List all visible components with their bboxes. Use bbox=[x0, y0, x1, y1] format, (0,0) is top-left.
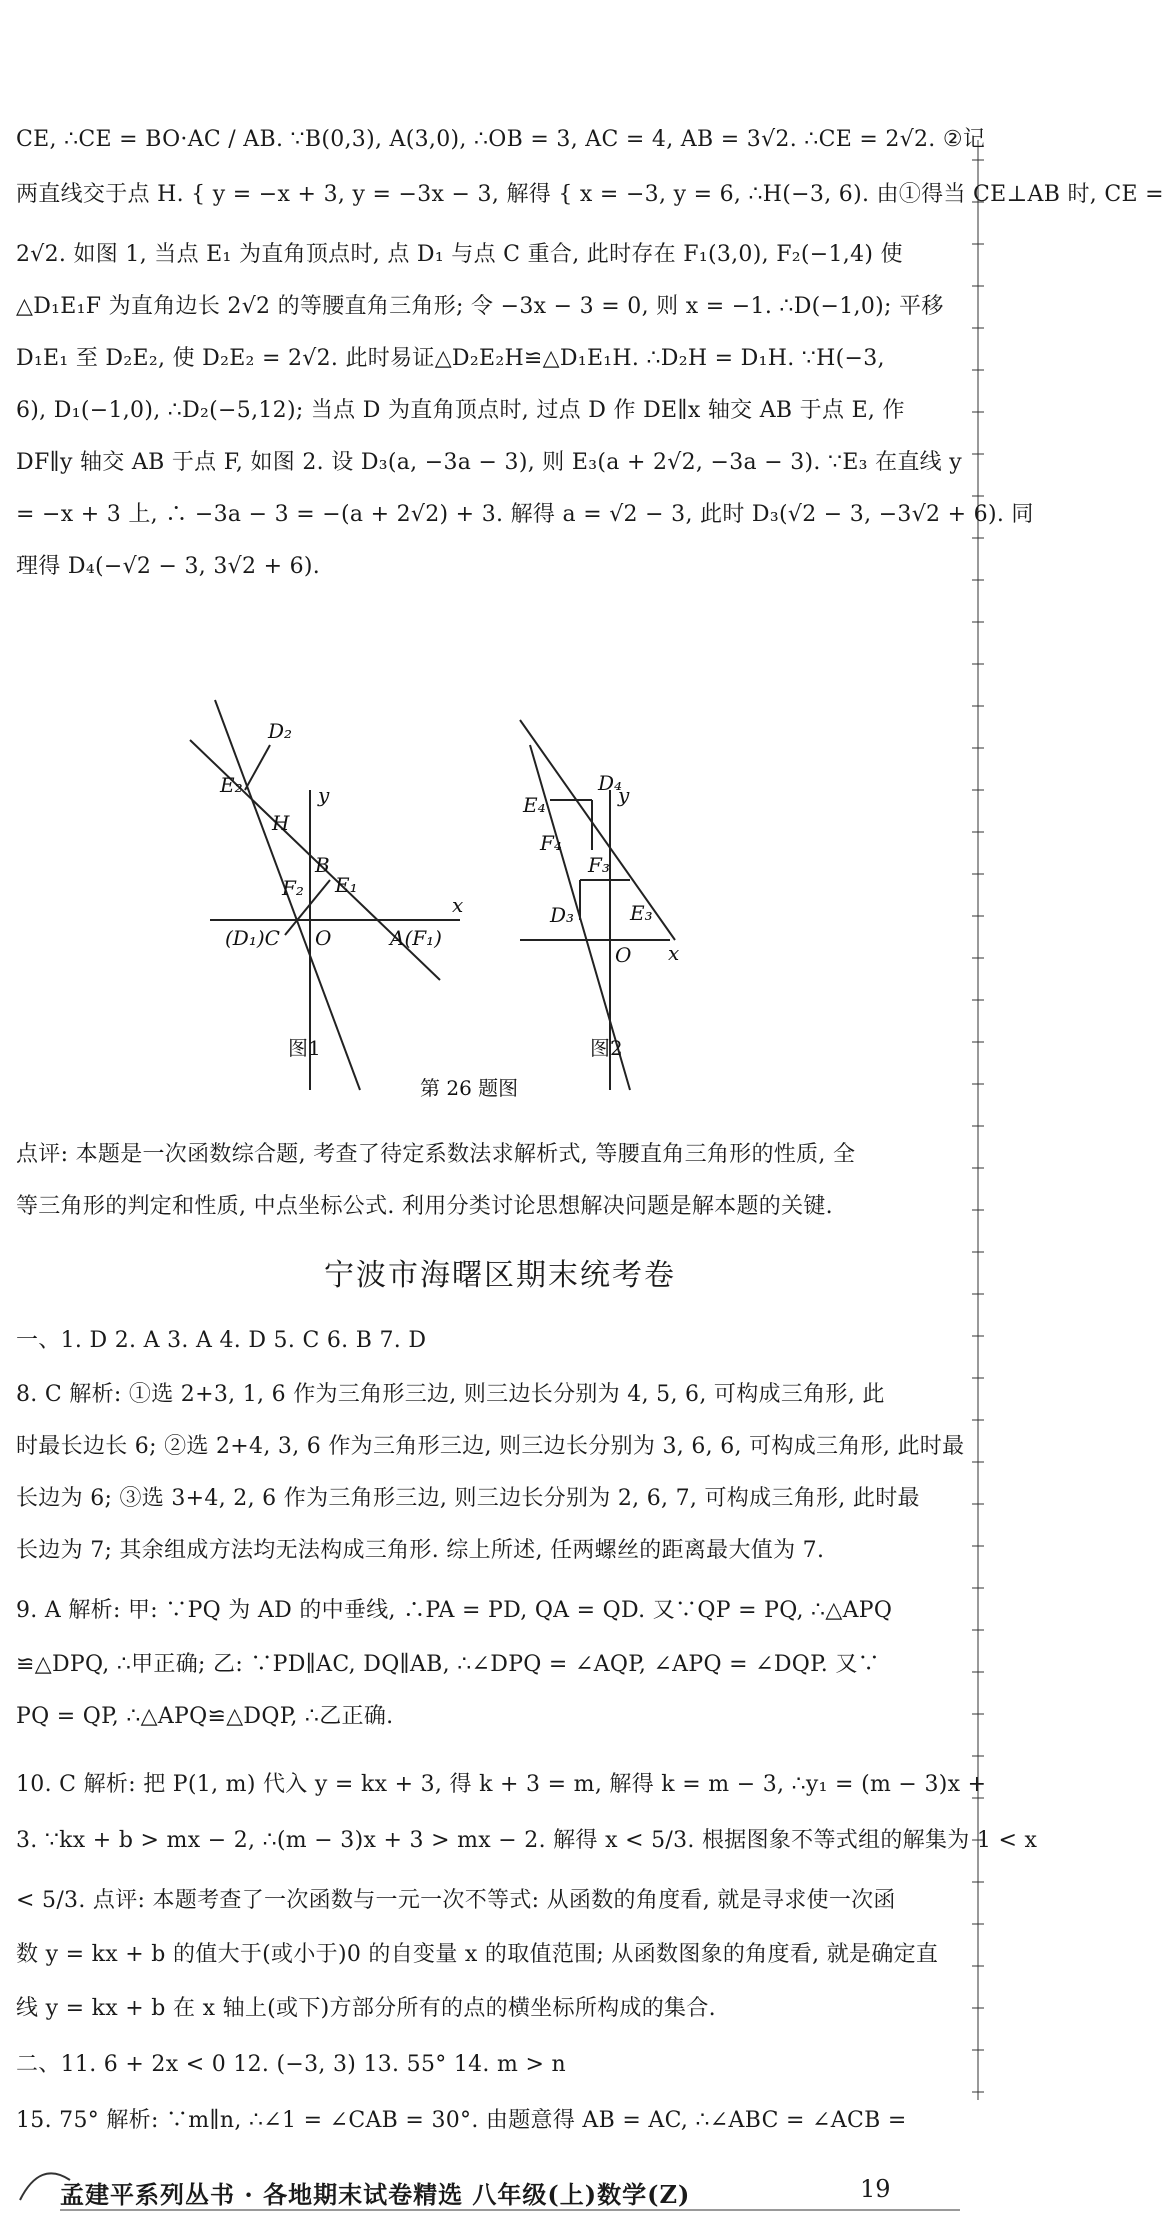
fig1-label: H bbox=[272, 811, 290, 835]
fig2-label: x bbox=[668, 941, 680, 965]
footer-series-title: 孟建平系列丛书 · 各地期末试卷精选 八年级(上)数学(Z) bbox=[60, 2180, 691, 2209]
answer-line: 时最长边长 6; ②选 2+4, 3, 6 作为三角形三边, 则三边长分别为 3, 6, 6, 可构成三角形, 此时最 bbox=[16, 1434, 965, 1459]
review-line: 等三角形的判定和性质, 中点坐标公式. 利用分类讨论思想解决问题是解本题的关键. bbox=[16, 1194, 833, 1219]
text-line: △D₁E₁F 为直角边长 2√2 的等腰直角三角形; 令 −3x − 3 = 0, 则 x = −1. ∴D(−1,0); 平移 bbox=[16, 294, 944, 319]
fig1-label: B bbox=[315, 853, 330, 877]
answer-line: 长边为 7; 其余组成方法均无法构成三角形. 综上所述, 任两螺丝的距离最大值为 7. bbox=[16, 1538, 825, 1563]
text-line: 6), D₁(−1,0), ∴D₂(−5,12); 当点 D 为直角顶点时, 过点 D 作 DE∥x 轴交 AB 于点 E, 作 bbox=[16, 398, 905, 423]
answer-line: 数 y = kx + b 的值大于(或小于)0 的自变量 x 的取值范围; 从函数图象的角度看, 就是确定直 bbox=[16, 1942, 939, 1967]
text-line: 2√2. 如图 1, 当点 E₁ 为直角顶点时, 点 D₁ 与点 C 重合, 此时存在 F₁(3,0), F₂(−1,4) 使 bbox=[16, 242, 903, 267]
section-title: 宁波市海曙区期末统考卷 bbox=[324, 1258, 676, 1293]
answer-line: 15. 75° 解析: ∵m∥n, ∴∠1 = ∠CAB = 30°. 由题意得 AB = AC, ∴∠ABC = ∠ACB = bbox=[16, 2108, 907, 2133]
problem-26-figures bbox=[190, 700, 790, 1100]
margin-tick-marks bbox=[968, 140, 988, 2100]
fig1-label: y bbox=[318, 783, 330, 807]
answer-line: 长边为 6; ③选 3+4, 2, 6 作为三角形三边, 则三边长分别为 2, 6, 7, 可构成三角形, 此时最 bbox=[16, 1486, 920, 1511]
fig2-label: E₃ bbox=[630, 901, 653, 925]
fig1-label: (D₁)C bbox=[225, 926, 280, 950]
answer-line: 一、1. D 2. A 3. A 4. D 5. C 6. B 7. D bbox=[16, 1328, 427, 1353]
answer-line: 3. ∵kx + b > mx − 2, ∴(m − 3)x + 3 > mx − 2. 解得 x < 5/3. 根据图象不等式组的解集为 1 < x bbox=[16, 1828, 1038, 1853]
answer-line: 9. A 解析: 甲: ∵PQ 为 AD 的中垂线, ∴PA = PD, QA = QD. 又∵QP = PQ, ∴△APQ bbox=[16, 1598, 893, 1623]
answer-line: 线 y = kx + b 在 x 轴上(或下)方部分所有的点的横坐标所构成的集合. bbox=[16, 1996, 716, 2021]
fig1-caption: 图1 bbox=[288, 1036, 321, 1060]
fig1-label: A(F₁) bbox=[390, 926, 442, 950]
text-line: D₁E₁ 至 D₂E₂, 使 D₂E₂ = 2√2. 此时易证△D₂E₂H≌△D₁E₁H. ∴D₂H = D₁H. ∵H(−3, bbox=[16, 346, 885, 371]
figure-1 bbox=[190, 700, 460, 1090]
text-line: CE, ∴CE = BO·AC / AB. ∵B(0,3), A(3,0), ∴OB = 3, AC = 4, AB = 3√2. ∴CE = 2√2. ②记 bbox=[16, 127, 986, 152]
fig1-label: E₁ bbox=[335, 873, 358, 897]
fig1-label: E₂ bbox=[220, 773, 243, 797]
text-line: DF∥y 轴交 AB 于点 F, 如图 2. 设 D₃(a, −3a − 3), 则 E₃(a + 2√2, −3a − 3). ∵E₃ 在直线 y bbox=[16, 450, 963, 475]
fig1-label: O bbox=[315, 926, 332, 950]
fig2-label: E₄ bbox=[523, 793, 546, 817]
text-line: 理得 D₄(−√2 − 3, 3√2 + 6). bbox=[16, 554, 321, 579]
answer-line: 8. C 解析: ①选 2+3, 1, 6 作为三角形三边, 则三边长分别为 4, 5, 6, 可构成三角形, 此 bbox=[16, 1382, 885, 1407]
fig2-label: F₃ bbox=[588, 853, 610, 877]
text-line: 两直线交于点 H. { y = −x + 3, y = −3x − 3, 解得 { x = −3, y = 6, ∴H(−3, 6). 由①得当 CE⊥AB 时, CE = bbox=[16, 182, 1164, 207]
fig1-label: F₂ bbox=[282, 876, 304, 900]
fig1-label: x bbox=[452, 893, 464, 917]
answer-line: 10. C 解析: 把 P(1, m) 代入 y = kx + 3, 得 k + 3 = m, 解得 k = m − 3, ∴y₁ = (m − 3)x + bbox=[16, 1772, 987, 1797]
answer-line: < 5/3. 点评: 本题考查了一次函数与一元一次不等式: 从函数的角度看, 就是寻求使一次函 bbox=[16, 1888, 896, 1913]
fig2-label: D₄ bbox=[598, 771, 623, 795]
review-line: 点评: 本题是一次函数综合题, 考查了待定系数法求解析式, 等腰直角三角形的性质, 全 bbox=[16, 1142, 856, 1167]
figure-caption: 第 26 题图 bbox=[420, 1076, 519, 1100]
text-line: = −x + 3 上, ∴ −3a − 3 = −(a + 2√2) + 3. 解得 a = √2 − 3, 此时 D₃(√2 − 3, −3√2 + 6). 同 bbox=[16, 502, 1034, 527]
footer-page-number: 19 bbox=[860, 2175, 891, 2203]
fig1-label: D₂ bbox=[268, 719, 293, 743]
answer-line: 二、11. 6 + 2x < 0 12. (−3, 3) 13. 55° 14. m > n bbox=[16, 2052, 566, 2077]
fig2-label: F₄ bbox=[540, 831, 562, 855]
fig2-label: y bbox=[618, 783, 630, 807]
fig2-caption: 图2 bbox=[590, 1036, 623, 1060]
fig2-label: D₃ bbox=[550, 903, 575, 927]
answer-line: PQ = QP, ∴△APQ≌△DQP, ∴乙正确. bbox=[16, 1704, 394, 1729]
answer-line: ≌△DPQ, ∴甲正确; 乙: ∵PD∥AC, DQ∥AB, ∴∠DPQ = ∠AQP, ∠APQ = ∠DQP. 又∵ bbox=[16, 1652, 880, 1677]
fig2-label: O bbox=[615, 943, 632, 967]
